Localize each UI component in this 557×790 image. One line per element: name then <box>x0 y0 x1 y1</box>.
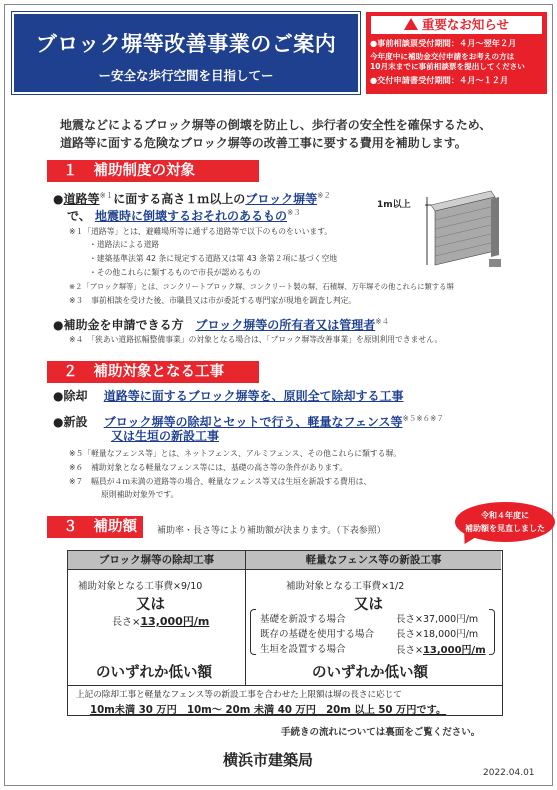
removal-length-rate: 長さ×13,000円/m <box>112 615 210 628</box>
or-label: 又は <box>136 597 165 613</box>
target-condition-bullet: ●道路等$^{※1}$に面する高さ１ｍ以上のブロック塀等$^{※2}$ <box>53 191 331 206</box>
footnote: ※４ 「狭あい道路拡幅整備事業」の対象となる場合は、「ブロック塀等改善事業」を原則利用できません。 <box>69 335 443 344</box>
lower-amount-label: のいずれか低い額 <box>312 665 428 681</box>
notice-line: 10月末までに事前相談票を提出してください <box>370 62 525 71</box>
removal-column-header: ブロック塀等の除却工事 <box>68 551 245 570</box>
bracket-right <box>489 609 495 655</box>
title-banner <box>12 12 360 94</box>
or-label: 又は <box>354 597 383 613</box>
issue-date: 2022.04.01 <box>483 768 535 778</box>
fence-option-label: 基礎を新設する場合 <box>260 614 346 625</box>
fence-option-label: 既存の基礎を使用する場合 <box>260 629 375 640</box>
bracket-left <box>250 609 256 655</box>
notice-heading: 重要なお知らせ <box>371 16 542 34</box>
footnote: ・建築基準法第 42 条に規定する道路又は第 43 条第２項に基づく空地 <box>89 254 338 263</box>
table-footer <box>68 685 502 715</box>
subsidy-table <box>67 550 503 716</box>
subsidy-note: 補助率・長さ等により補助額が決まります。（下表参照） <box>157 526 386 536</box>
notice-line: 今年度中に補助金交付申請をお考えの方は <box>370 52 515 61</box>
footnote: ※７ 幅員が４ｍ未満の道路等の場合、軽量なフェンス等又は生垣を新設する費用は、 <box>69 477 372 486</box>
removal-bullet: ●除却 道路等に面するブロック塀等を、原則全て除却する工事 <box>53 389 404 403</box>
page-title: ブロック塀等改善事業のご案内 <box>35 32 337 56</box>
fence-option-value: 長さ×18,000円/m <box>396 629 479 640</box>
fence-option-value: 長さ×37,000円/m <box>396 614 479 625</box>
new-install-bullet-2: 又は生垣の新設工事 <box>111 429 220 443</box>
cap-amounts: 10m未満 30 万円 10m〜 20m 未満 40 万円 20m 以上 50 万円です。 <box>90 705 447 716</box>
important-notice-box <box>366 12 547 94</box>
page-subtitle: ー安全な歩行空間を目指してー <box>98 68 274 83</box>
cap-explanation: 上記の除却工事と軽量なフェンス等の新設工事を合わせた上限額は塀の長さに応じて <box>76 690 402 700</box>
footnote: ※３ 事前相談を受けた後、市職員又は市が委託する専門家が現地を調査し判定。 <box>69 296 357 305</box>
footnote: ・その他これらに類するもので市長が認めるもの <box>89 268 261 277</box>
flyer-page <box>4 4 553 786</box>
organization-name: 横浜市建築局 <box>223 751 314 769</box>
footnote: ※２「ブロック塀等」とは、コンクリートブロック塀、コンクリート製の塀、石積塀、万年塀その他これらに類する塀 <box>69 282 454 291</box>
lower-amount-label: のいずれか低い額 <box>96 665 212 681</box>
procedure-note: 手続きの流れについては裏面をご覧ください。 <box>281 727 481 738</box>
footnote: ※５「軽量なフェンス等」とは、ネットフェンス、アルミフェンス、その他これらに類する塀。 <box>69 449 402 458</box>
footnote: 原則補助対象外です。 <box>101 490 179 499</box>
fence-option-value: 長さ×13,000円/m <box>396 645 486 656</box>
section-1-heading: １ 補助制度の対象 <box>47 160 259 182</box>
fence-rate: 補助対象となる工事費×1/2 <box>286 581 405 592</box>
warning-icon <box>404 18 418 30</box>
revision-badge: 令和４年度に 補助額を見直しました <box>455 502 555 542</box>
footnote: ※６ 補助対象となる軽量なフェンス等には、基礎の高さ等の条件があります。 <box>69 463 348 472</box>
fence-column-header: 軽量なフェンス等の新設工事 <box>246 551 501 570</box>
fence-column <box>246 551 501 685</box>
fence-option-label: 生垣を設置する場合 <box>260 644 346 655</box>
section-2-heading: ２ 補助対象となる工事 <box>47 361 259 383</box>
intro-text: 地震などによるブロック塀等の倒壊を防止し、歩行者の安全性を確保するため、 道路等に面する危険なブロック塀等の改善工事に要する費用を補助します。 <box>60 118 492 150</box>
notice-line: ●事前相談票受付期間：４月〜翌年２月 <box>370 38 517 48</box>
new-install-bullet: ●新設 ブロック塀等の除却とセットで行う、軽量なフェンス等$^{※5※6※7}$ <box>53 414 444 429</box>
applicant-bullet: ●補助金を申請できる方 ブロック塀等の所有者又は管理者$^{※4}$ <box>53 317 390 332</box>
footnote: ※１「道路等」とは、避難場所等に通ずる道路等で以下のものをいいます。 <box>69 227 333 236</box>
block-wall-illustration <box>425 187 503 273</box>
section-3-heading: ３ 補助額 <box>47 516 143 538</box>
target-condition-bullet-2: で、 地震時に倒壊するおそれのあるもの$^{※3}$ <box>67 208 301 223</box>
removal-rate: 補助対象となる工事費×9/10 <box>78 581 203 592</box>
notice-line: ●交付申請書受付期間：４月〜１２月 <box>370 75 509 85</box>
fence-height-label: 1m以上 <box>377 200 411 210</box>
footnote: ・道路法による道路 <box>89 240 160 249</box>
removal-column <box>68 551 246 685</box>
